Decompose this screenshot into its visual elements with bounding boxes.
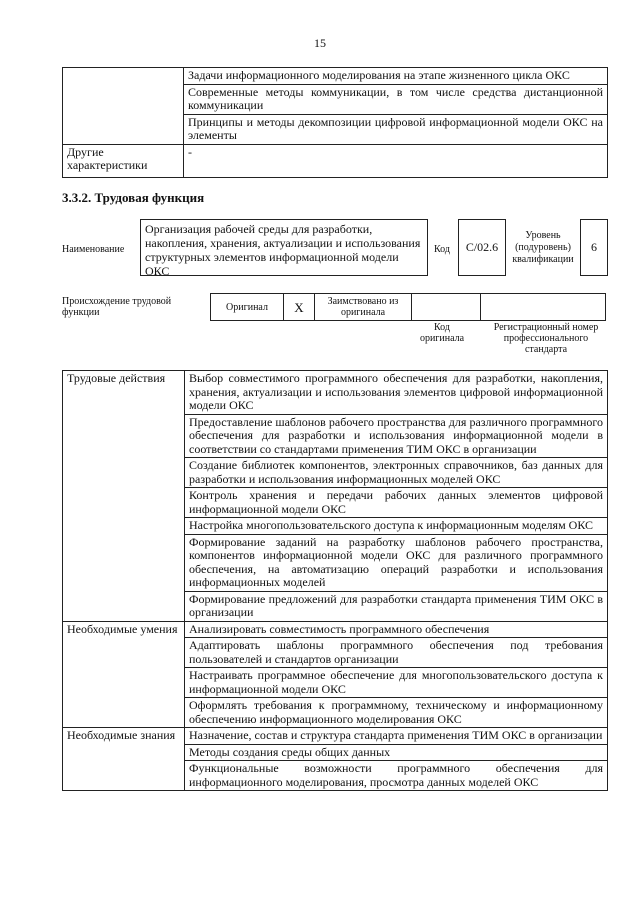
table-cell: Функциональные возможности программного обеспечения для информационного моделирования, просмотра данных моделей ОКС (185, 761, 608, 791)
table-cell: Создание библиотек компонентов, электронных справочников, баз данных для разработки и использования информационных моделей ОКС (185, 458, 608, 488)
row-label (63, 68, 184, 145)
table-cell: Контроль хранения и передачи рабочих данных элементов цифровой информационной модели ОКС (185, 488, 608, 518)
table-cell: Выбор совместимого программного обеспечения для разработки, накопления, хранения, актуализации и использования элементов цифровой информационной модели ОКС (185, 371, 608, 415)
table-cell: Настраивать программное обеспечение для многопользовательского доступа к информационной модели ОКС (185, 668, 608, 698)
page-number: 15 (314, 36, 326, 50)
function-details-table (62, 370, 608, 791)
table-cell: - (184, 144, 608, 177)
original-cell: Оригинал (211, 294, 284, 321)
reg-number-caption: Регистрационный номер профессионального стандарта (493, 322, 599, 355)
original-mark-cell: X (284, 294, 315, 321)
code-value-box: C/02.6 (458, 219, 506, 276)
table-cell: Оформлять требования к программному, техническому и информационному обеспечению информационного моделирования ОКС (185, 698, 608, 728)
level-label: Уровень (подуровень) квалификации (512, 230, 574, 265)
table-cell: Назначение, состав и структура стандарта применения ТИМ ОКС в организации (185, 728, 608, 745)
table-cell: Анализировать совместимость программного обеспечения (185, 621, 608, 638)
table-cell: Настройка многопользовательского доступа к информационным моделям ОКС (185, 518, 608, 535)
table-row (63, 68, 608, 85)
origin-table (210, 293, 606, 321)
table-row (63, 144, 608, 177)
row-label: Трудовые действия (63, 371, 185, 622)
origin-label: Происхождение трудовой функции (62, 296, 172, 318)
table-cell: Адаптировать шаблоны программного обеспечения под требования пользователей и стандартов организации (185, 638, 608, 668)
table-cell: Предоставление шаблонов рабочего пространства для различного программного обеспечения для разработки и использования информационной модели в соответствии со стандартами применения ТИМ ОКС в организации (185, 414, 608, 458)
continuation-table (62, 67, 608, 178)
table-row (63, 621, 608, 638)
borrowed-cell: Заимствовано из оригинала (315, 294, 412, 321)
row-label: Необходимые умения (63, 621, 185, 728)
function-name-box: Организация рабочей среды для разработки, накопления, хранения, актуализации и использования структурных элементов информационной модели ОКС (140, 219, 428, 276)
section-title: 3.3.2. Трудовая функция (62, 190, 205, 205)
table-cell: Формирование заданий на разработку шаблонов рабочего пространства, компонентов информационной модели ОКС для различного программного обеспечения, на автоматизацию операций разработки и использования информационных моделей (185, 534, 608, 591)
name-label: Наименование (62, 244, 125, 255)
code-original-cell (412, 294, 481, 321)
table-cell: Современные методы коммуникации, в том числе средства дистанционной коммуникации (184, 84, 608, 114)
code-label: Код (434, 244, 450, 255)
level-value-box: 6 (580, 219, 608, 276)
reg-number-cell (481, 294, 606, 321)
table-cell: Принципы и методы декомпозиции цифровой информационной модели ОКС на элементы (184, 114, 608, 144)
table-row (63, 371, 608, 415)
table-cell: Методы создания среды общих данных (185, 744, 608, 761)
code-original-caption: Код оригинала (419, 322, 465, 344)
row-label: Другие характеристики (63, 144, 184, 177)
table-cell: Формирование предложений для разработки стандарта применения ТИМ ОКС в организации (185, 591, 608, 621)
row-label: Необходимые знания (63, 728, 185, 791)
table-cell: Задачи информационного моделирования на этапе жизненного цикла ОКС (184, 68, 608, 85)
table-row (63, 728, 608, 745)
table-row (211, 294, 606, 321)
